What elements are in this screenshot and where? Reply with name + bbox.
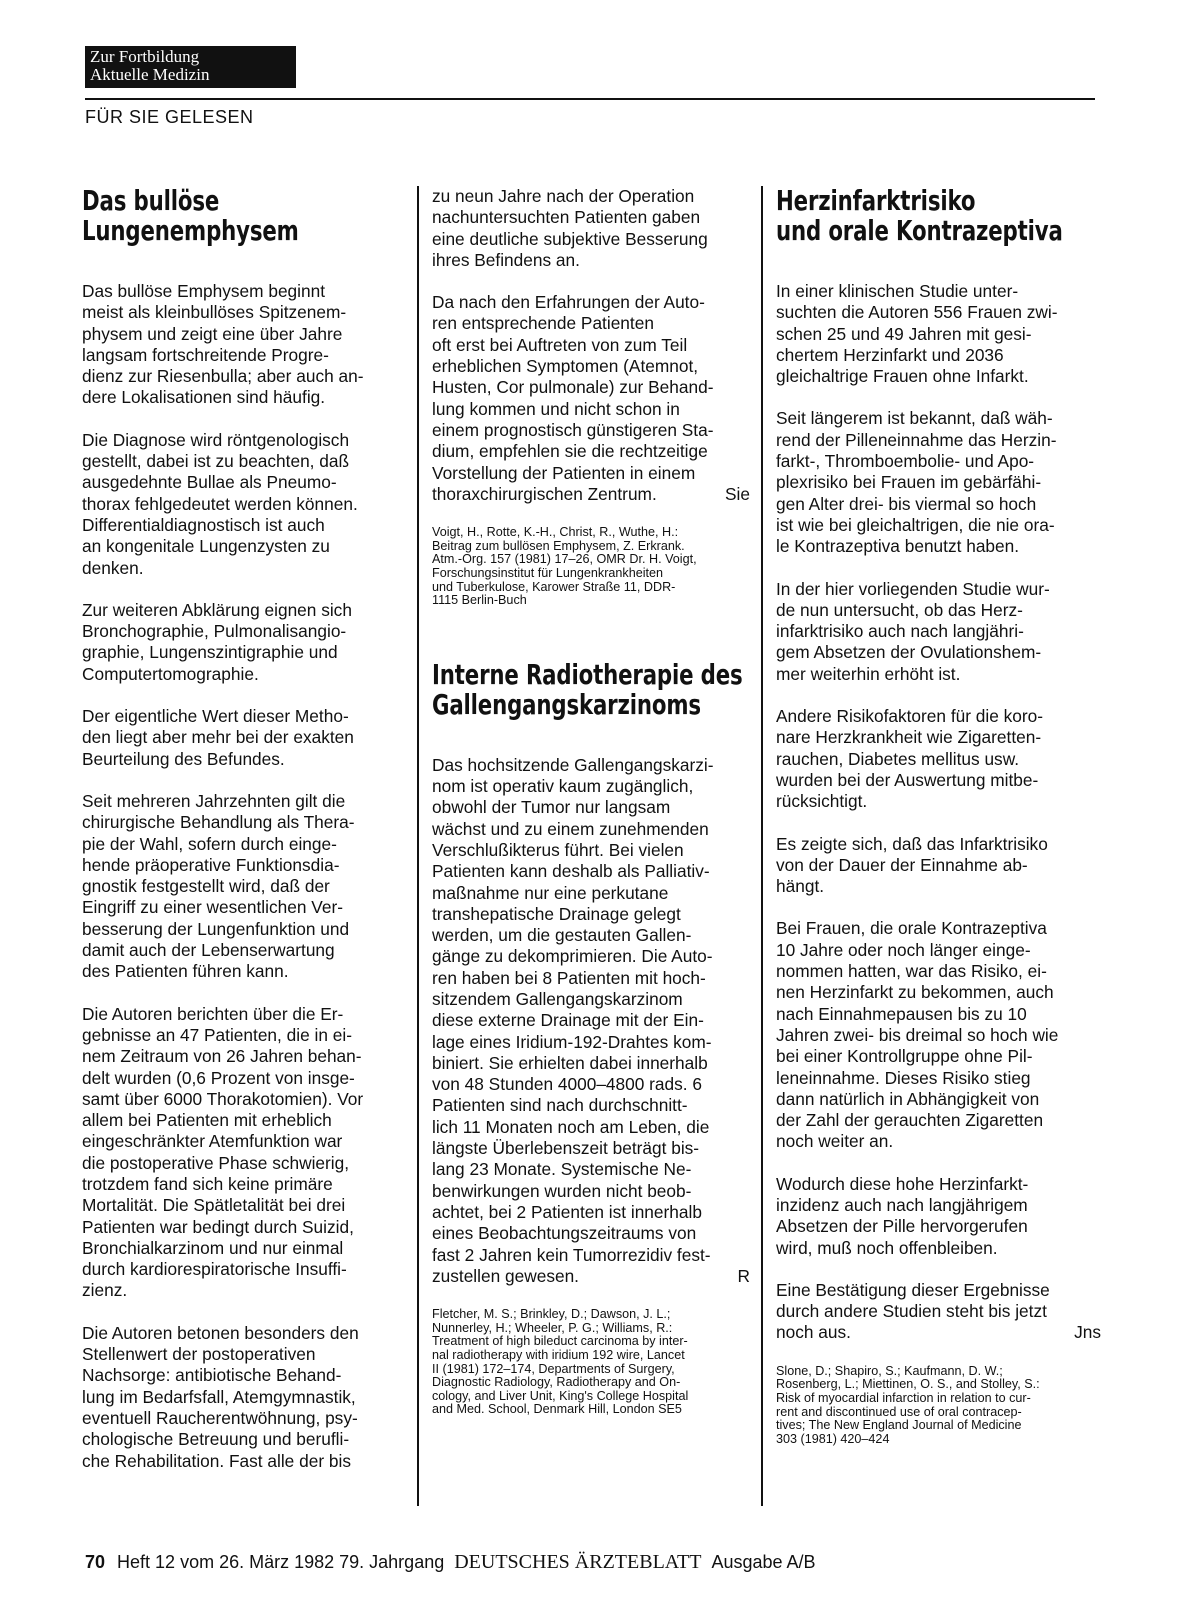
text-line: Beurteilung des Befundes.	[82, 748, 285, 769]
text-line: plexrisiko bei Frauen im gebärfähi-	[776, 472, 1042, 493]
text-line: inzidenz auch nach langjährigem	[776, 1194, 1028, 1215]
text-line: damit auch der Lebenserwartung	[82, 940, 335, 961]
text-line: gebnisse an 47 Patienten, die in ei-	[82, 1024, 352, 1045]
text-line: chertem Herzinfarkt und 2036	[776, 344, 1004, 365]
text-line: Das bullöse Emphysem beginnt	[82, 281, 326, 301]
text-line: nom ist operativ kaum zugänglich,	[432, 776, 694, 797]
text-line: le Kontrazeptiva benutzt haben.	[776, 536, 1020, 557]
paragraph	[82, 791, 402, 983]
text-line: maßnahme nur eine perkutane	[432, 882, 669, 903]
reference-line: Slone, D.; Shapiro, S.; Kaufmann, D. W.;	[776, 1363, 1003, 1378]
text-line: nen Herzinfarkt zu bekommen, auch	[776, 982, 1054, 1003]
text-line: gleichaltrige Frauen ohne Infarkt.	[776, 366, 1029, 387]
reference-line: II (1981) 172–174, Departments of Surgery,	[432, 1361, 675, 1376]
text-line: Mortalität. Die Spätletalität bei drei	[82, 1195, 346, 1216]
text-line: erheblichen Symptomen (Atemnot,	[432, 356, 699, 377]
text-line: eingeschränkter Atemfunktion war	[82, 1131, 343, 1152]
title-line: Lungenemphysem	[82, 214, 299, 247]
text-line: Die Diagnose wird röntgenologisch	[82, 429, 350, 450]
reference-line: Nunnerley, H.; Wheeler, P. G.; Williams, R.:	[432, 1320, 673, 1335]
text-line: lich 11 Monaten noch am Leben, die	[432, 1116, 710, 1137]
text-line: gem Absetzen der Ovulationshem-	[776, 642, 1042, 663]
text-line: ren entsprechende Patienten	[432, 313, 654, 334]
text-line: chirurgische Behandlung als Thera-	[82, 812, 355, 833]
text-line: Seit mehreren Jahrzehnten gilt die	[82, 790, 346, 811]
paragraph	[776, 579, 1101, 685]
paragraph	[432, 186, 750, 271]
section-title: FÜR SIE GELESEN	[85, 107, 254, 127]
text-line: Vorstellung der Patienten in einem	[432, 462, 696, 483]
text-line: durch kardiorespiratorische Insuffi-	[82, 1259, 347, 1280]
text-line: durch andere Studien steht bis jetzt	[776, 1301, 1047, 1322]
text-line: obwohl der Tumor nur langsam	[432, 797, 671, 818]
text-line: eine deutliche subjektive Besserung	[432, 228, 708, 249]
text-line: rücksichtigt.	[776, 791, 868, 812]
text-line: Die Autoren betonen besonders den	[82, 1322, 359, 1343]
text-line: an kongenitale Lungenzysten zu	[82, 536, 330, 557]
text-line: samt über 6000 Thorakotomien). Vor	[82, 1088, 364, 1109]
text-line: rauchen, Diabetes mellitus usw.	[776, 748, 1020, 769]
author-signature: Sie	[725, 483, 750, 504]
text-line	[432, 1266, 750, 1287]
text-line: diese externe Drainage mit der Ein-	[432, 1010, 704, 1031]
text-line: längste Überlebenszeit beträgt bis-	[432, 1138, 700, 1159]
text-line: Differentialdiagnostisch ist auch	[82, 514, 325, 535]
text-line: de nun untersucht, ob das Herz-	[776, 599, 1023, 620]
text-line-content: noch aus.	[776, 1322, 851, 1343]
column-1	[82, 186, 402, 1493]
text-line: dienz zur Riesenbulla; aber auch an-	[82, 366, 364, 387]
text-line: meist als kleinbullöses Spitzenem-	[82, 302, 347, 323]
reference-line: and Med. School, Denmark Hill, London SE5	[432, 1402, 682, 1417]
article1-title	[82, 186, 401, 246]
text-line: lang 23 Monate. Systemische Ne-	[432, 1159, 692, 1180]
text-line: nare Herzkrankheit wie Zigaretten-	[776, 727, 1042, 748]
text-line: allem bei Patienten mit erheblich	[82, 1110, 332, 1131]
text-line: transhepatische Drainage gelegt	[432, 903, 681, 924]
page-footer	[85, 1551, 816, 1574]
text-line: eventuell Raucherentwöhnung, psy-	[82, 1407, 358, 1428]
paragraph	[82, 1004, 402, 1302]
text-line: nachuntersuchten Patienten gaben	[432, 207, 701, 228]
text-line: hängt.	[776, 876, 825, 897]
text-line: langsam fortschreitende Progre-	[82, 344, 329, 365]
text-line: pie der Wahl, sofern durch einge-	[82, 833, 337, 854]
text-line: die postoperative Phase schwierig,	[82, 1152, 350, 1173]
text-line: Verschlußikterus führt. Bei vielen	[432, 839, 684, 860]
reference-line: und Tuberkulose, Karower Straße 11, DDR-	[432, 579, 676, 594]
text-line: Es zeigte sich, daß das Infarktrisiko	[776, 833, 1048, 854]
text-line: mer weiterhin erhöht ist.	[776, 663, 961, 684]
text-line: nommen hatten, war das Risiko, ei-	[776, 961, 1047, 982]
text-line: Jahren zwei- bis dreimal so hoch wie	[776, 1024, 1059, 1045]
text-line: Nachsorge: antibiotische Behand-	[82, 1365, 342, 1386]
reference-line: Fletcher, M. S.; Brinkley, D.; Dawson, J. L.;	[432, 1307, 671, 1322]
text-line: ren haben bei 8 Patienten mit hoch-	[432, 967, 706, 988]
paragraph	[82, 281, 402, 409]
text-line: Computertomographie.	[82, 663, 259, 684]
text-line: Patienten kann deshalb als Palliativ-	[432, 861, 710, 882]
text-line: lage eines Iridium-192-Drahtes kom-	[432, 1031, 712, 1052]
paragraph	[776, 834, 1101, 898]
text-line: graphie, Lungenszintigraphie und	[82, 642, 338, 663]
article2-reference	[432, 1308, 750, 1417]
badge-line-2: Aktuelle Medizin	[90, 65, 210, 84]
text-line: von 48 Stunden 4000–4800 rads. 6	[432, 1074, 703, 1095]
paragraph	[776, 918, 1101, 1152]
article2-title	[432, 657, 751, 721]
text-line: Absetzen der Pille hervorgerufen	[776, 1216, 1028, 1237]
text-line: In einer klinischen Studie unter-	[776, 281, 1019, 301]
text-line	[432, 484, 750, 505]
title-line: Herzinfarktrisiko	[776, 184, 976, 217]
text-line: nem Zeitraum von 26 Jahren behan-	[82, 1046, 362, 1067]
text-line: Seit längerem ist bekannt, daß wäh-	[776, 408, 1053, 429]
text-line: Husten, Cor pulmonale) zur Behand-	[432, 377, 714, 398]
text-line: Eingriff zu einer wesentlichen Ver-	[82, 897, 343, 918]
text-line: von der Dauer der Einnahme ab-	[776, 854, 1028, 875]
text-line: hende präoperative Funktionsdia-	[82, 854, 340, 875]
column-3	[776, 186, 1101, 1446]
text-line: der Zahl der gerauchten Zigaretten	[776, 1110, 1044, 1131]
text-line: gänge zu dekomprimieren. Die Auto-	[432, 946, 713, 967]
reference-line: Risk of myocardial infarction in relation to cur-	[776, 1390, 1031, 1405]
title-line: und orale Kontrazeptiva	[776, 214, 1063, 247]
text-line: benwirkungen wurden nicht beob-	[432, 1180, 692, 1201]
title-line: Gallengangskarzinoms	[432, 687, 701, 721]
paragraph	[432, 292, 750, 505]
text-line: trotzdem fand sich keine primäre	[82, 1173, 333, 1194]
text-line: lung kommen und nicht schon in	[432, 398, 680, 419]
text-line: zienz.	[82, 1280, 128, 1301]
text-line: thorax fehlgedeutet werden können.	[82, 493, 358, 514]
text-line: ausgedehnte Bullae als Pneumo-	[82, 472, 337, 493]
reference-line: rent and discontinued use of oral contracep-	[776, 1404, 1022, 1419]
text-line: In der hier vorliegenden Studie wur-	[776, 578, 1050, 599]
paragraph	[776, 706, 1101, 812]
text-line: delt wurden (0,6 Prozent von insge-	[82, 1067, 355, 1088]
paragraph	[82, 430, 402, 579]
text-line	[776, 1322, 1101, 1343]
paragraph	[82, 1323, 402, 1472]
reference-line: Treatment of high bileduct carcinoma by inter-	[432, 1334, 688, 1349]
text-line: wächst und zu einem zunehmenden	[432, 818, 709, 839]
column-divider-2	[761, 186, 763, 1506]
text-line: Bronchialkarzinom und nur einmal	[82, 1237, 344, 1258]
text-line: farkt-, Thromboembolie- und Apo-	[776, 451, 1035, 472]
column-divider-1	[417, 186, 419, 1506]
text-line: besserung der Lungenfunktion und	[82, 918, 350, 939]
text-line: 10 Jahre oder noch länger einge-	[776, 939, 1031, 960]
author-signature: Jns	[1074, 1322, 1101, 1343]
text-line: eines Beobachtungszeitraums von	[432, 1223, 697, 1244]
text-line: den liegt aber mehr bei der exakten	[82, 727, 354, 748]
text-line: che Rehabilitation. Fast alle der bis	[82, 1450, 351, 1471]
text-line: Die Autoren berichten über die Er-	[82, 1003, 344, 1024]
text-line: suchten die Autoren 556 Frauen zwi-	[776, 302, 1058, 323]
paragraph	[776, 281, 1101, 387]
journal-name: DEUTSCHES ÄRZTEBLATT	[454, 1551, 702, 1573]
text-line: chologische Betreuung und berufli-	[82, 1429, 350, 1450]
text-line: Stellenwert der postoperativen	[82, 1344, 316, 1365]
paragraph	[82, 600, 402, 685]
paragraph	[432, 755, 750, 1287]
text-line: Andere Risikofaktoren für die koro-	[776, 706, 1044, 727]
title-line: Das bullöse	[82, 184, 220, 217]
text-line: fast 2 Jahren kein Tumorrezidiv fest-	[432, 1244, 711, 1265]
text-line: ihres Befindens an.	[432, 249, 580, 270]
article3-title	[776, 186, 1095, 246]
text-line-content: thoraxchirurgischen Zentrum.	[432, 483, 657, 504]
text-line: Wodurch diese hohe Herzinfarkt-	[776, 1173, 1029, 1194]
text-line: einem prognostisch günstigeren Sta-	[432, 419, 714, 440]
article3-reference	[776, 1365, 1101, 1447]
section-badge	[85, 46, 296, 88]
paragraph	[776, 408, 1101, 557]
reference-line: 303 (1981) 420–424	[776, 1431, 890, 1446]
text-line: nach Einnahmepausen bis zu 10	[776, 1003, 1027, 1024]
reference-line: 1115 Berlin-Buch	[432, 593, 527, 608]
paragraph	[82, 706, 402, 770]
text-line: Da nach den Erfahrungen der Auto-	[432, 292, 705, 313]
text-line: Patienten sind nach durchschnitt-	[432, 1095, 688, 1116]
text-line: physem und zeigt eine über Jahre	[82, 323, 343, 344]
text-line: zu neun Jahre nach der Operation	[432, 186, 695, 206]
edition: Ausgabe A/B	[711, 1552, 816, 1572]
reference-line: Rosenberg, L.; Miettinen, O. S., and Stolley, S.:	[776, 1377, 1040, 1392]
author-signature: R	[737, 1265, 750, 1286]
reference-line: Voigt, H., Rotte, K.-H., Christ, R., Wuthe, H.:	[432, 525, 679, 540]
text-line: des Patienten führen kann.	[82, 961, 289, 982]
text-line: wurden bei der Auswertung mitbe-	[776, 769, 1039, 790]
reference-line: cology, and Liver Unit, King's College Hospital	[432, 1388, 689, 1403]
issue-info: Heft 12 vom 26. März 1982 79. Jahrgang	[117, 1552, 445, 1572]
text-line: dium, empfehlen sie die rechtzeitige	[432, 441, 708, 462]
reference-line: Beitrag zum bullösen Emphysem, Z. Erkrank.	[432, 538, 685, 553]
text-line: bei einer Kontrollgruppe ohne Pil-	[776, 1046, 1033, 1067]
page-number: 70	[85, 1552, 106, 1572]
text-line: infarktrisiko auch nach langjähri-	[776, 621, 1024, 642]
text-line: Das hochsitzende Gallengangskarzi-	[432, 754, 714, 775]
column-2	[432, 186, 750, 1417]
text-line: Bei Frauen, die orale Kontrazeptiva	[776, 918, 1047, 939]
text-line-content: zustellen gewesen.	[432, 1265, 579, 1286]
text-line: ist wie bei gleichaltrigen, die nie ora-	[776, 514, 1055, 535]
reference-line: Forschungsinstitut für Lungenkrankheiten	[432, 565, 664, 580]
text-line: gestellt, dabei ist zu beachten, daß	[82, 451, 350, 472]
text-line: dann natürlich in Abhängigkeit von	[776, 1088, 1040, 1109]
text-line: lung im Bedarfsfall, Atemgymnastik,	[82, 1386, 356, 1407]
reference-line: Diagnostic Radiology, Radiotherapy and On-	[432, 1375, 681, 1390]
text-line: gen Alter drei- bis viermal so hoch	[776, 493, 1037, 514]
header-rule	[85, 98, 1095, 100]
text-line: schen 25 und 49 Jahren mit gesi-	[776, 323, 1032, 344]
text-line: rend der Pilleneinnahme das Herzin-	[776, 429, 1057, 450]
badge-line-1: Zur Fortbildung	[90, 47, 200, 66]
text-line: Bronchographie, Pulmonalisangio-	[82, 621, 347, 642]
text-line: Zur weiteren Abklärung eignen sich	[82, 599, 352, 620]
text-line: leneinnahme. Dieses Risiko stieg	[776, 1067, 1031, 1088]
text-line: denken.	[82, 557, 144, 578]
text-line: dere Lokalisationen sind häufig.	[82, 387, 326, 408]
reference-line: tives; The New England Journal of Medicine	[776, 1418, 1022, 1433]
text-line: oft erst bei Auftreten von zum Teil	[432, 334, 688, 355]
article1-reference	[432, 526, 750, 608]
text-line: sitzendem Gallengangskarzinom	[432, 988, 683, 1009]
text-line: Der eigentliche Wert dieser Metho-	[82, 706, 349, 727]
reference-line: nal radiotherapy with iridium 192 wire, Lancet	[432, 1347, 685, 1362]
text-line: gnostik festgestellt wird, daß der	[82, 876, 330, 897]
text-line: biniert. Sie erhielten dabei innerhalb	[432, 1052, 708, 1073]
text-line: noch weiter an.	[776, 1131, 894, 1152]
reference-line: Atm.-Org. 157 (1981) 17–26, OMR Dr. H. Voigt,	[432, 552, 697, 567]
paragraph	[776, 1280, 1101, 1344]
paragraph	[776, 1174, 1101, 1259]
text-line: werden, um die gestauten Gallen-	[432, 925, 692, 946]
text-line: Patienten war bedingt durch Suizid,	[82, 1216, 354, 1237]
title-line: Interne Radiotherapie des	[432, 657, 743, 691]
text-line: wird, muß noch offenbleiben.	[776, 1237, 998, 1258]
text-line: Eine Bestätigung dieser Ergebnisse	[776, 1279, 1050, 1300]
text-line: achtet, bei 2 Patienten ist innerhalb	[432, 1201, 702, 1222]
